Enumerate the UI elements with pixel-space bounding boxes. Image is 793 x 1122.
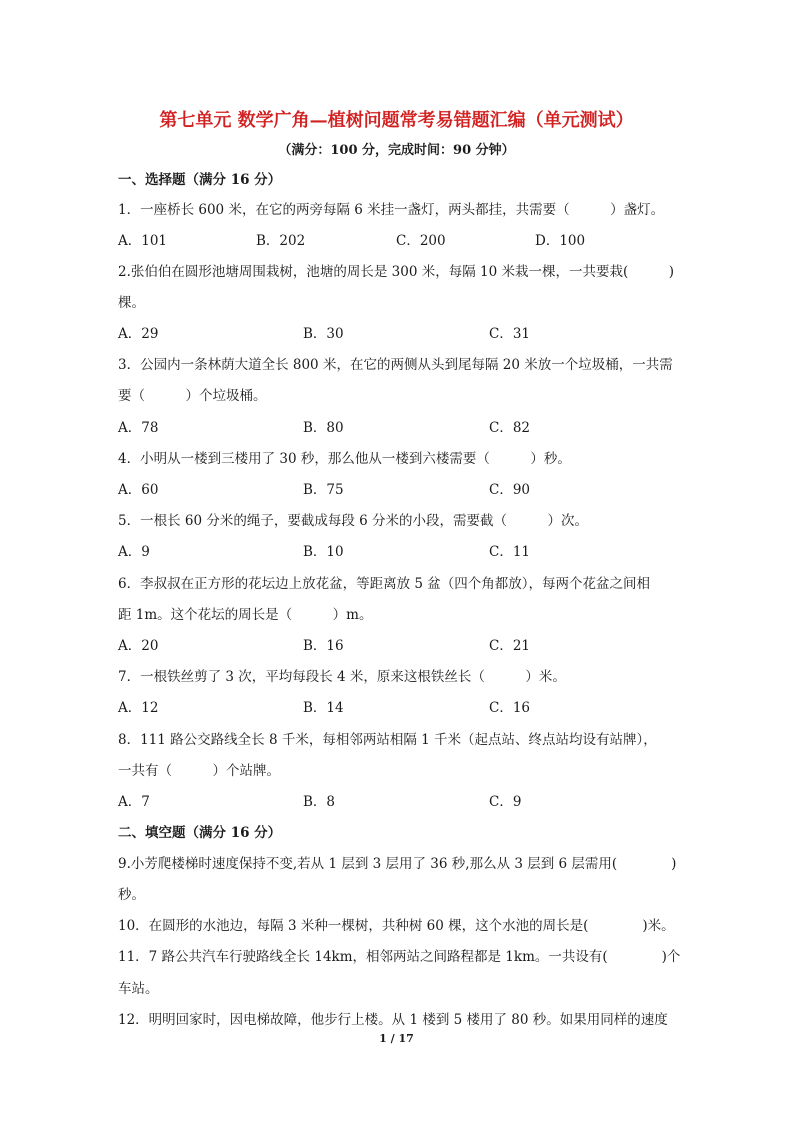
q8-option-b: B．8 bbox=[303, 794, 336, 810]
q3-option-a: A．78 bbox=[118, 420, 159, 436]
question-8-line-1: 8．111 路公交路线全长 8 千米，每相邻两站相隔 1 千米（起点站、终点站均设有站牌）， bbox=[118, 732, 657, 748]
question-9-line-2: 秒。 bbox=[118, 887, 145, 903]
q3-option-b: B．80 bbox=[303, 420, 344, 436]
q4-option-a: A．60 bbox=[118, 482, 159, 498]
section-heading-fill: 二、填空题（满分 16 分） bbox=[118, 825, 282, 841]
page-title: 第七单元 数学广角—植树问题常考易错题汇编（单元测试） bbox=[159, 110, 634, 131]
question-2-line-1: 2.张伯伯在圆形池塘周围栽树，池塘的周长是 300 米，每隔 10 米栽一棵，一共要栽( ) bbox=[118, 264, 675, 280]
question-5: 5．一根长 60 分米的绳子，要截成每段 6 分米的小段，需要截（ ）次。 bbox=[118, 513, 589, 529]
q5-option-b: B．10 bbox=[303, 544, 344, 560]
question-2-line-2: 棵。 bbox=[118, 295, 145, 311]
q1-option-d: D．100 bbox=[535, 233, 586, 249]
q6-option-c: C．21 bbox=[489, 638, 531, 654]
question-7: 7．一根铁丝剪了 3 次，平均每段长 4 米，原来这根铁丝长（ ）米。 bbox=[118, 669, 566, 685]
q8-option-c: C．9 bbox=[489, 794, 522, 810]
q5-option-c: C．11 bbox=[489, 544, 531, 560]
q3-option-c: C．82 bbox=[489, 420, 531, 436]
question-12-line-1: 12．明明回家时，因电梯故障，他步行上楼。从 1 楼到 5 楼用了 80 秒。如果用同样的速度 bbox=[118, 1012, 668, 1028]
q6-option-b: B．16 bbox=[303, 638, 344, 654]
question-3-line-2: 要（ ）个垃圾桶。 bbox=[118, 388, 267, 404]
q6-option-a: A．20 bbox=[118, 638, 159, 654]
q1-option-c: C．200 bbox=[396, 233, 446, 249]
question-8-line-2: 一共有（ ）个站牌。 bbox=[118, 763, 280, 779]
q2-option-c: C．31 bbox=[489, 326, 531, 342]
q8-option-a: A．7 bbox=[118, 794, 150, 810]
q2-option-b: B．30 bbox=[303, 326, 344, 342]
question-11-line-1: 11．7 路公共汽车行驶路线全长 14km，相邻两站之间路程都是 1km。一共设有( )个 bbox=[118, 949, 681, 965]
q7-option-c: C．16 bbox=[489, 700, 531, 716]
question-10: 10．在圆形的水池边，每隔 3 米种一棵树，共种树 60 棵，这个水池的周长是( )米。 bbox=[118, 918, 675, 934]
q1-option-a: A．101 bbox=[118, 233, 168, 249]
q4-option-c: C．90 bbox=[489, 482, 531, 498]
question-6-line-2: 距 1m。这个花坛的周长是（ ）m。 bbox=[118, 607, 373, 623]
question-9-line-1: 9.小芳爬楼梯时速度保持不变,若从 1 层到 3 层用了 36 秒,那么从 3 层到 6 层需用( ) bbox=[118, 856, 677, 872]
question-4: 4．小明从一楼到三楼用了 30 秒，那么他从一楼到六楼需要（ ）秒。 bbox=[118, 451, 571, 467]
section-heading-choice: 一、选择题（满分 16 分） bbox=[118, 172, 282, 188]
question-3-line-1: 3．公园内一条林荫大道全长 800 米，在它的两侧从头到尾每隔 20 米放一个垃圾桶，一共需 bbox=[118, 357, 673, 373]
question-11-line-2: 车站。 bbox=[118, 981, 159, 997]
q4-option-b: B．75 bbox=[303, 482, 344, 498]
q5-option-a: A．9 bbox=[118, 544, 150, 560]
q7-option-a: A．12 bbox=[118, 700, 159, 716]
page-number: 1 / 17 bbox=[379, 1032, 414, 1045]
question-6-line-1: 6．李叔叔在正方形的花坛边上放花盆，等距离放 5 盆（四个角都放），每两个花盆之间相 bbox=[118, 576, 651, 592]
question-1: 1．一座桥长 600 米，在它的两旁每隔 6 米挂一盏灯，两头都挂，共需要（ ）盏灯。 bbox=[118, 202, 665, 218]
page-subtitle: （满分：100 分，完成时间：90 分钟） bbox=[278, 143, 515, 158]
q1-option-b: B．202 bbox=[256, 233, 306, 249]
q7-option-b: B．14 bbox=[303, 700, 344, 716]
q2-option-a: A．29 bbox=[118, 326, 159, 342]
